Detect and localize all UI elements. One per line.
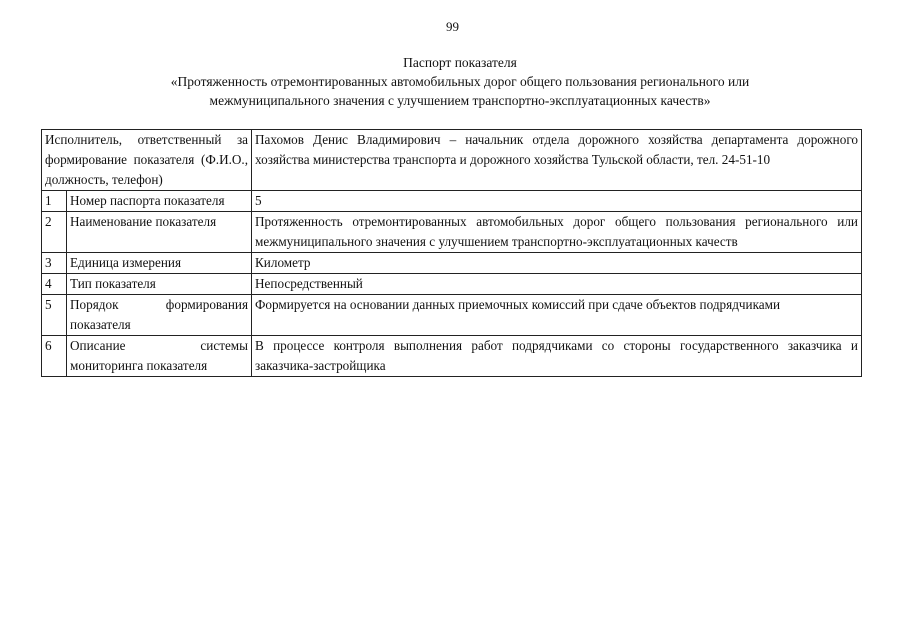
- row-label: Единица измерения: [67, 253, 252, 274]
- table-row: [42, 274, 862, 295]
- table-row: [42, 336, 862, 377]
- page-number: 99: [446, 19, 459, 34]
- row-value: В процессе контроля выполнения работ подрядчиками со стороны государственного заказчика и заказчика-застройщика: [252, 336, 862, 377]
- row-label: Описание системы мониторинга показателя: [67, 336, 252, 377]
- row-label: Тип показателя: [67, 274, 252, 295]
- row-label: Наименование показателя: [67, 212, 252, 253]
- indicator-passport-table: [41, 129, 862, 377]
- responsible-value: Пахомов Денис Владимирович – начальник отдела дорожного хозяйства департамента дорожного хозяйства министерства транспорта и дорожного хозяйства Тульской области, тел. 24-51-10: [252, 130, 862, 191]
- row-value: Непосредственный: [252, 274, 862, 295]
- row-value: 5: [252, 191, 862, 212]
- row-number: 1: [42, 191, 67, 212]
- heading-indicator-name-line1: «Протяженность отремонтированных автомобильных дорог общего пользования регионального или: [170, 74, 750, 89]
- row-label: Порядок формирования показателя: [67, 295, 252, 336]
- table-row: [42, 191, 862, 212]
- heading-title: Паспорт показателя: [403, 55, 517, 70]
- row-number: 2: [42, 212, 67, 253]
- table-row: [42, 253, 862, 274]
- table-row: [42, 295, 862, 336]
- responsible-label: Исполнитель, ответственный за формирование показателя (Ф.И.О., должность, телефон): [42, 130, 252, 191]
- row-label: Номер паспорта показателя: [67, 191, 252, 212]
- row-value: Километр: [252, 253, 862, 274]
- row-number: 5: [42, 295, 67, 336]
- document-heading: [60, 53, 860, 110]
- row-value: Формируется на основании данных приемочных комиссий при сдаче объектов подрядчиками: [252, 295, 862, 336]
- row-value: Протяженность отремонтированных автомобильных дорог общего пользования регионального или межмуниципального значения с улучшением транспортно-эксплуатационных качеств: [252, 212, 862, 253]
- row-number: 4: [42, 274, 67, 295]
- row-number: 3: [42, 253, 67, 274]
- row-number: 6: [42, 336, 67, 377]
- heading-indicator-name-line2: межмуниципального значения с улучшением транспортно-эксплуатационных качеств»: [209, 93, 711, 108]
- table-row: [42, 212, 862, 253]
- table-row-responsible: [42, 130, 862, 191]
